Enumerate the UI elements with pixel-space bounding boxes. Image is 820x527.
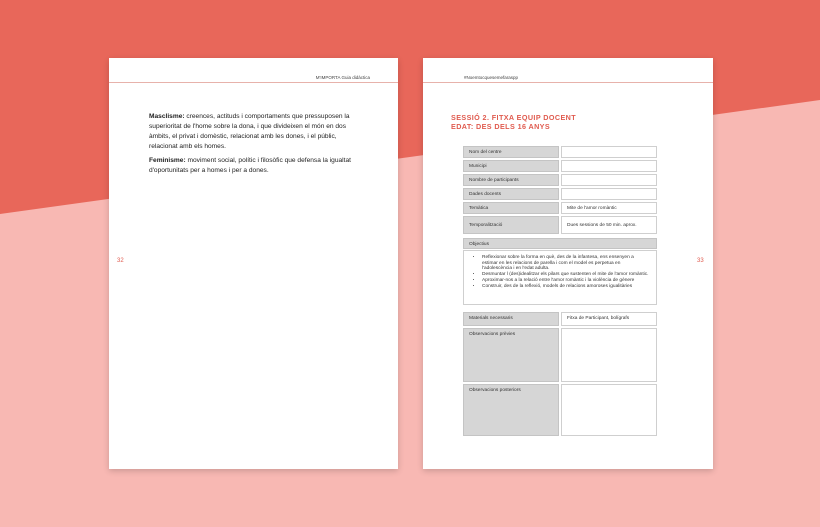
form-row-municipi <box>463 160 657 172</box>
form-row-tematica <box>463 202 657 214</box>
form-row-dades-docents <box>463 188 657 200</box>
form-label: Nom del centre <box>463 146 559 158</box>
objectius-list-container <box>463 250 657 305</box>
observacions-previes-field[interactable] <box>561 328 657 382</box>
form-value[interactable] <box>561 160 657 172</box>
form-row-nom-centre <box>463 146 657 158</box>
form-value[interactable]: Dues sessions de 50 min. aprox. <box>561 216 657 234</box>
left-page-number: 32 <box>117 258 124 264</box>
form-label: Temporalització <box>463 216 559 234</box>
form-row-temporalitzacio <box>463 216 657 234</box>
form-value[interactable] <box>561 188 657 200</box>
term-feminisme: Feminisme: <box>149 157 186 164</box>
objectiu-item: • Construir, des de la reflexió, models de relacions amoroses igualitàries <box>482 284 650 290</box>
objectiu-item: • Desmuntar l (des)idealitzar els pilars que sustenten el mite de l'amor romàntic. <box>482 272 650 278</box>
form-row-nombre-participants <box>463 174 657 186</box>
objectius-label: Objectius <box>463 238 657 249</box>
term-masclisme: Masclisme: <box>149 113 185 120</box>
form-value[interactable] <box>561 174 657 186</box>
form-label: Dades docents <box>463 188 559 200</box>
objectius-box <box>463 250 657 305</box>
objectiu-item: • Reflexionar sobre la forma en què, des de la infantesa, ens ensenyen a estimar en les relacions de parella i com el model es perpetua en l'adolescència i en l'edat adulta. <box>482 255 650 272</box>
right-header-rule <box>423 82 713 83</box>
form-row-materials <box>463 312 657 326</box>
materials-label: Materials necessaris <box>463 312 559 326</box>
session-title-line2: EDAT: DES DELS 16 ANYS <box>451 122 551 131</box>
objectius-header <box>463 238 657 249</box>
objectiu-item: • Aproximar-nos a la relació entre l'amor romàntic i la violència de gènere <box>482 278 650 284</box>
form-label: Nombre de participants <box>463 174 559 186</box>
definition-masclisme <box>149 112 355 152</box>
session-title <box>451 113 576 131</box>
materials-value[interactable]: Fitxa de Participant, bolígrafs <box>561 312 657 326</box>
observacions-posteriors-label: Observacions posteriors <box>463 384 559 436</box>
left-header-rule <box>109 82 398 83</box>
objectius-list <box>472 255 650 289</box>
right-page <box>423 58 713 469</box>
form-label: Municipi <box>463 160 559 172</box>
right-page-number: 33 <box>697 258 704 264</box>
left-page <box>109 58 398 469</box>
definition-feminisme-text: moviment social, polític i filosòfic que defensa la igualtat d'oportunitats per a homes i per a dones. <box>149 157 351 174</box>
observacions-posteriors-field[interactable] <box>561 384 657 436</box>
session-title-line1: SESSIÓ 2. FITXA EQUIP DOCENT <box>451 113 577 122</box>
definition-masclisme-text: creences, actituds i comportaments que pressuposen la superioritat de l'home sobre la dona, i que divideixen el món en dos àmbits, el privat i domèstic, relacionat amb les dones, i el públic, relacionat amb els homes. <box>149 113 350 150</box>
form-row-observacions-previes <box>463 328 657 382</box>
form-value[interactable] <box>561 146 657 158</box>
left-page-header: M'IMPORTA Guia didàctica <box>315 75 370 80</box>
right-page-header: #Noemtocquesemefaraspp <box>464 75 519 80</box>
form-value[interactable]: Mite de l'amor romàntic <box>561 202 657 214</box>
definition-feminisme <box>149 156 355 176</box>
observacions-previes-label: Observacions prèvies <box>463 328 559 382</box>
form-row-observacions-posteriors <box>463 384 657 436</box>
form-label: Temàtica <box>463 202 559 214</box>
